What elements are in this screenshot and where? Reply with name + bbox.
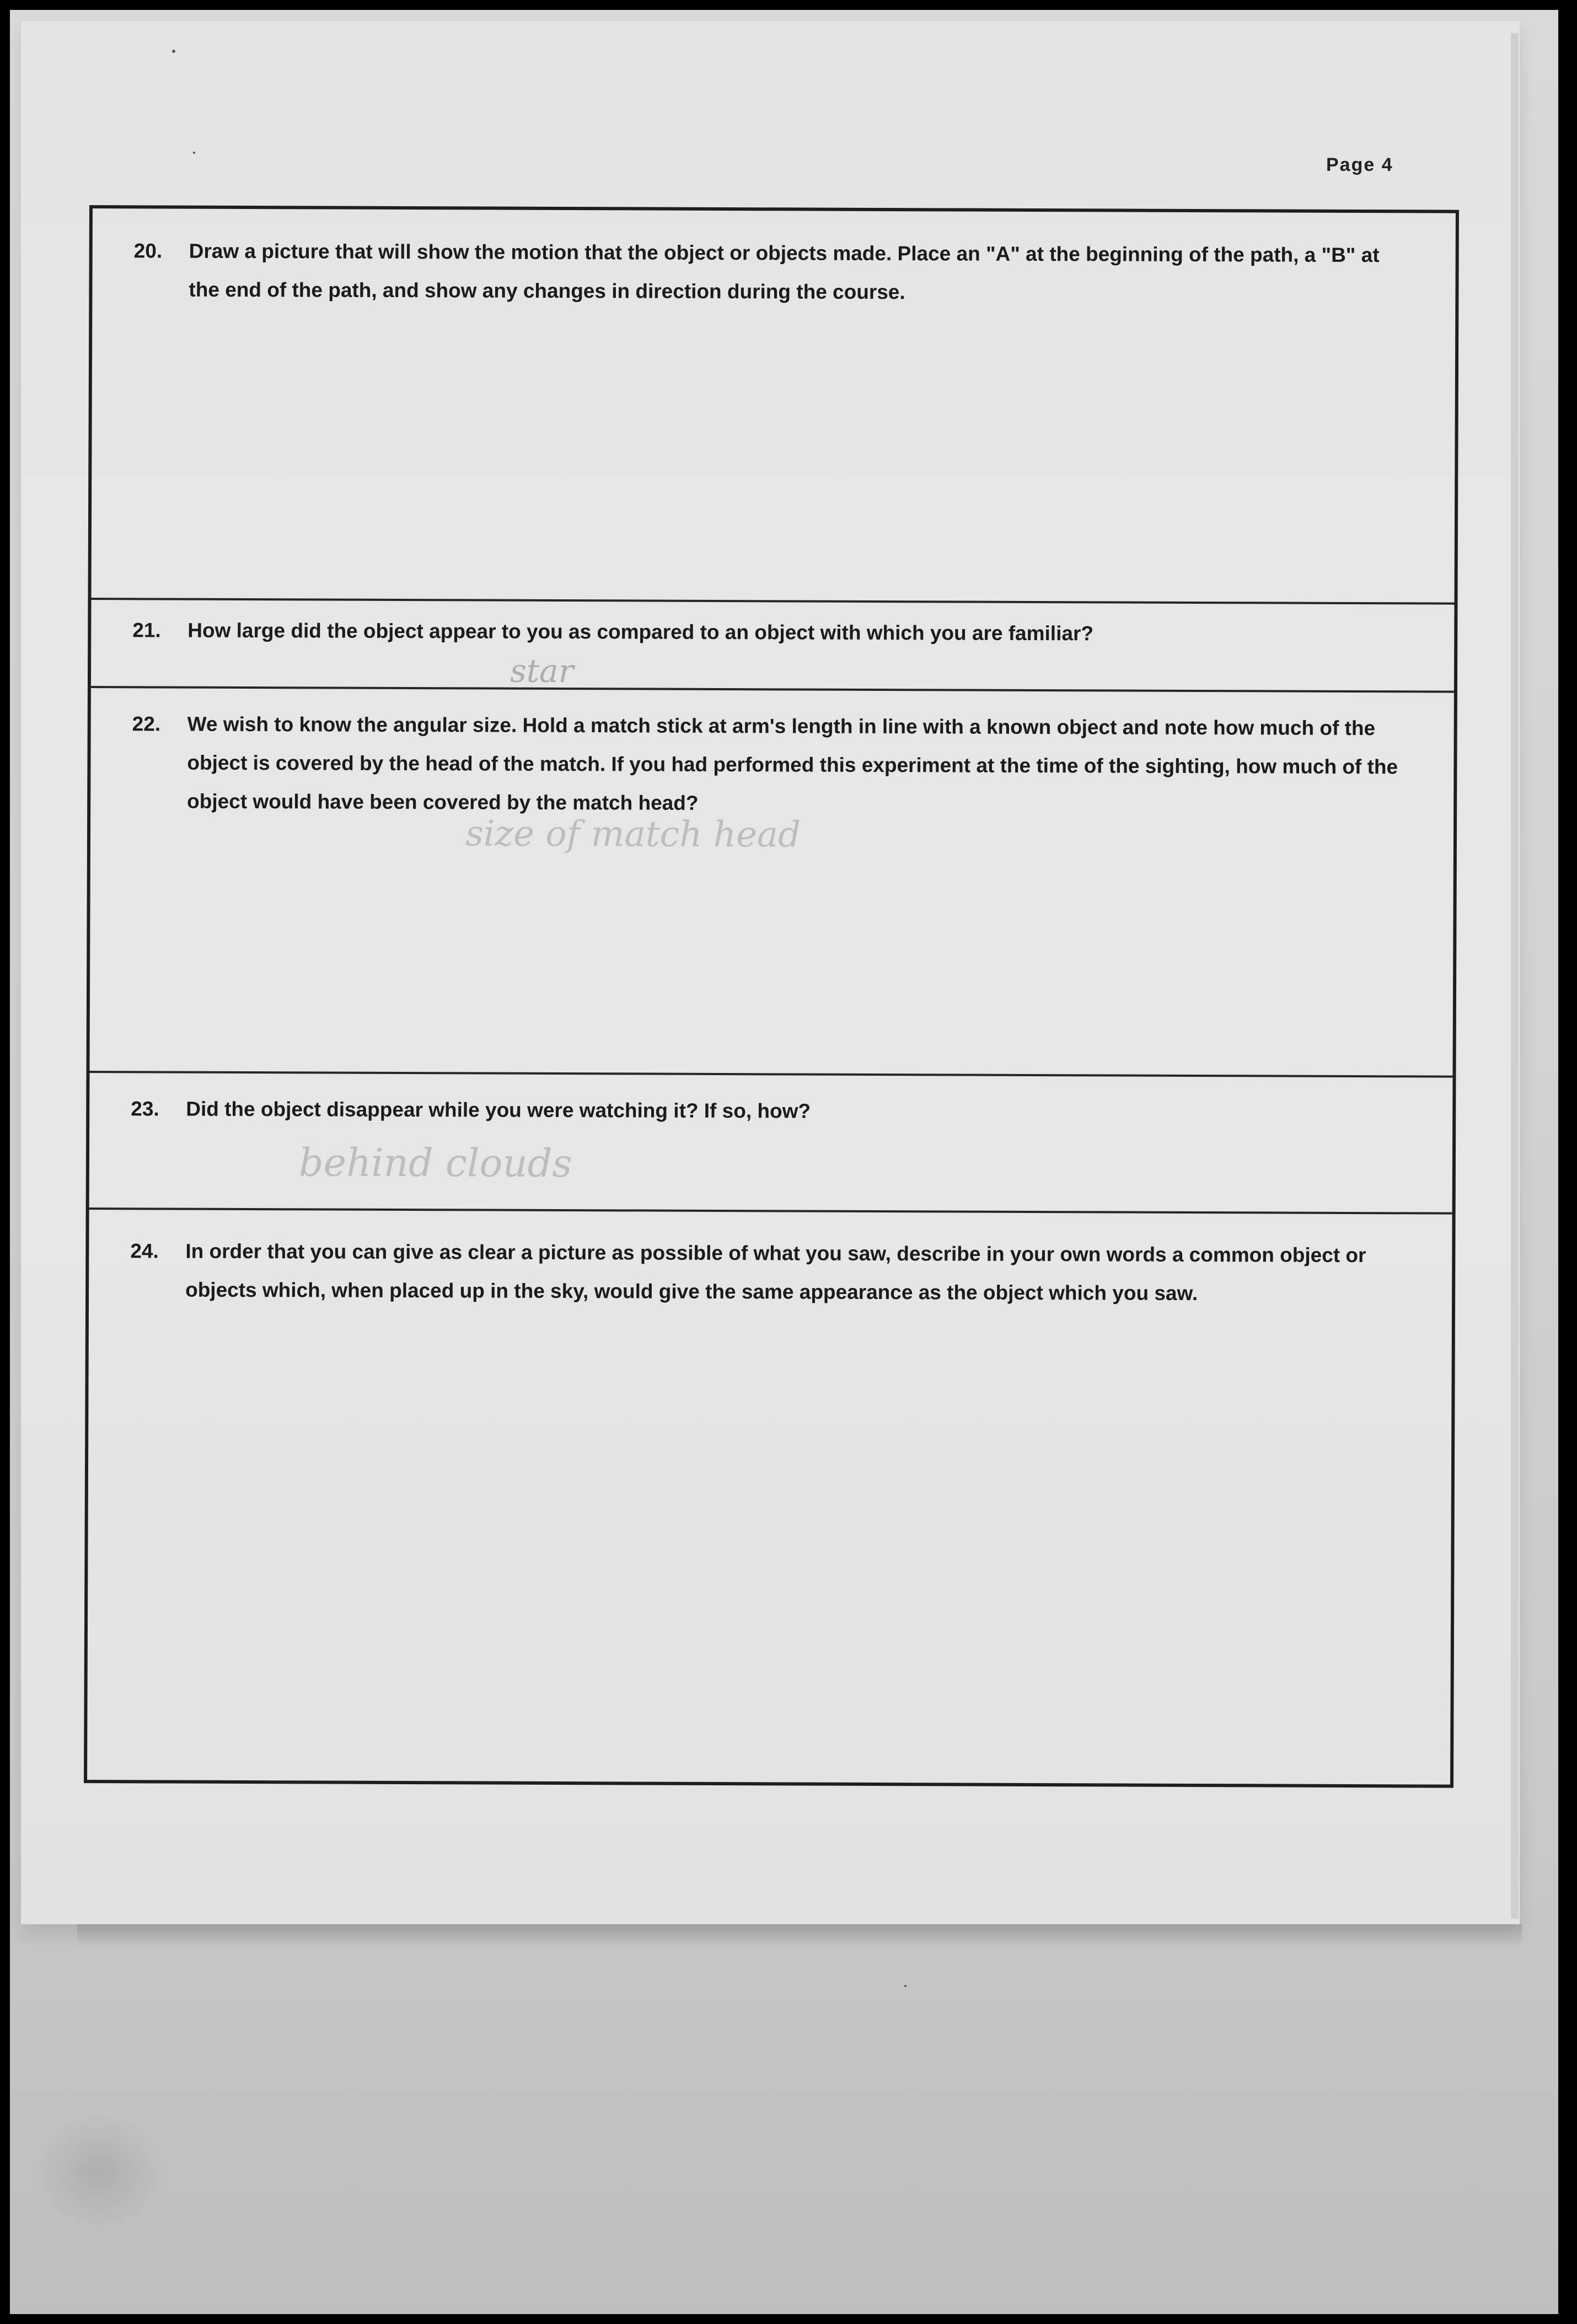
- question-20: [133, 232, 1406, 313]
- question-21-number: 21.: [132, 619, 161, 642]
- question-21-text: How large did the object appear to you as compared to an object with which you are familiar?: [187, 619, 1094, 645]
- question-20-section: [92, 208, 1456, 605]
- question-22-section: [90, 688, 1454, 1078]
- scan-smudge: [33, 2112, 165, 2233]
- questionnaire-form: [84, 205, 1459, 1788]
- question-22: [132, 705, 1404, 825]
- question-21: [132, 611, 1404, 654]
- question-23: [131, 1089, 1403, 1133]
- question-20-text: Draw a picture that will show the motion that the object or objects made. Place an "A" at the beginning of the path, a "B" at the end of the path, and show any changes in direction during the course.: [189, 239, 1380, 304]
- question-21-section: [91, 600, 1455, 693]
- scan-speck: [172, 50, 175, 53]
- question-22-number: 22.: [132, 712, 161, 736]
- question-24-section: [87, 1210, 1452, 1785]
- question-23-handwritten-answer: behind clouds: [298, 1140, 572, 1187]
- page-number: Page 4: [1326, 154, 1393, 175]
- scan-speck: [904, 1985, 906, 1987]
- question-20-number: 20.: [133, 239, 163, 262]
- question-24-text: In order that you can give as clear a picture as possible of what you saw, describe in your own words a common object or objects which, when placed up in the sky, would give the same appearance as the object which you saw.: [185, 1239, 1366, 1305]
- scan-speck: [193, 152, 195, 154]
- question-22-text: We wish to know the angular size. Hold a match stick at arm's length in line with a known object and note how much of the object is covered by the head of the match. If you had performed this experiment at the time of the sighting, how much of the object would have been covered by the match head?: [187, 712, 1398, 814]
- sheet-right-edge: [1511, 33, 1519, 1919]
- sheet-shadow: [77, 1924, 1522, 1946]
- question-21-handwritten-answer: star: [509, 652, 574, 690]
- question-23-section: [89, 1073, 1453, 1215]
- question-24: [130, 1232, 1402, 1313]
- question-22-handwritten-answer: size of match head: [465, 813, 801, 856]
- question-23-text: Did the object disappear while you were watching it? If so, how?: [186, 1097, 811, 1123]
- question-24-number: 24.: [130, 1239, 159, 1263]
- question-23-number: 23.: [131, 1097, 159, 1120]
